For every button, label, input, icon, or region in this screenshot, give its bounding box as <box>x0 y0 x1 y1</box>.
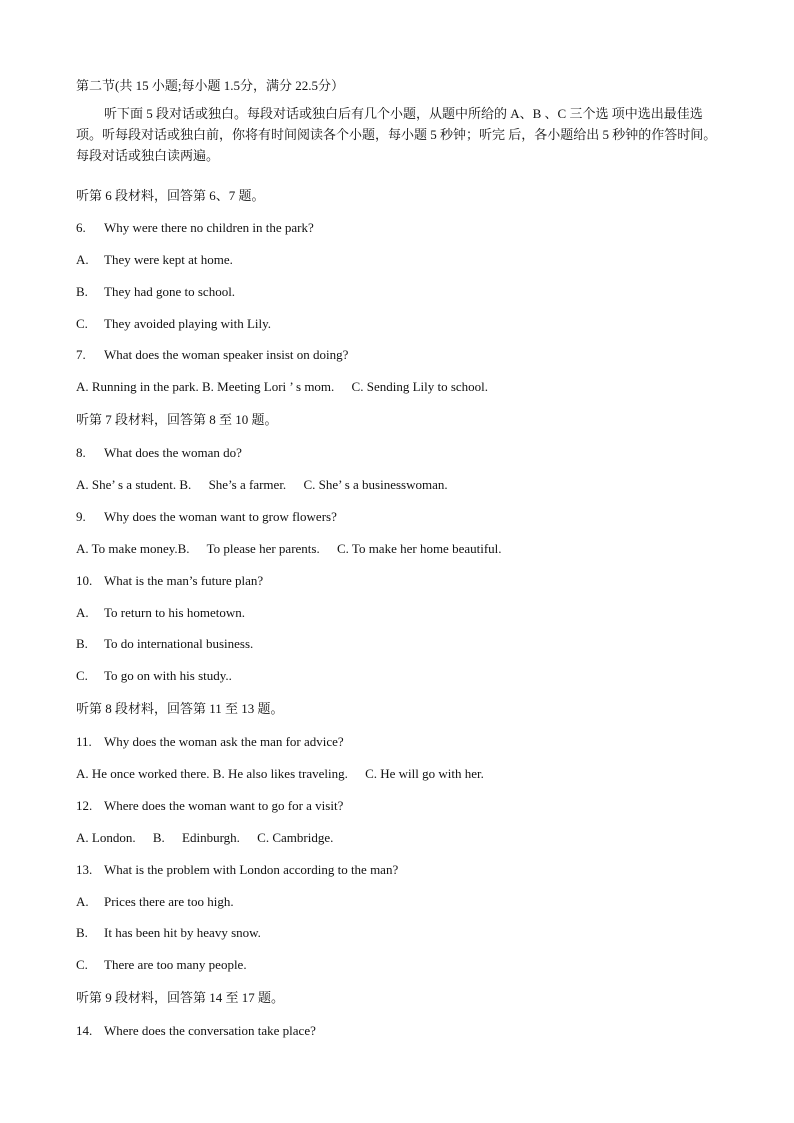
option-letter: A. <box>76 605 89 620</box>
options-9-inline <box>76 540 502 558</box>
option-letter: B. <box>76 925 88 940</box>
question-text: Why does the woman want to grow flowers? <box>104 509 337 524</box>
question-14 <box>76 1022 316 1040</box>
question-10 <box>76 572 263 590</box>
options-7-inline <box>76 378 488 396</box>
option-a: A. She’ s a student. B. <box>76 477 192 492</box>
option-c: C. Cambridge. <box>257 830 334 845</box>
option-letter: A. <box>76 894 89 909</box>
question-number: 7. <box>76 347 86 362</box>
group-title: 听第 6 段材料，回答第 6、7 题。 <box>76 188 265 203</box>
option-text: To go on with his study.. <box>104 668 232 683</box>
option-c: C. Sending Lily to school. <box>351 379 489 394</box>
option-c: C. He will go with her. <box>365 766 484 781</box>
option-10-b <box>76 635 253 653</box>
question-number: 10. <box>76 573 93 588</box>
options-11-inline <box>76 765 484 783</box>
option-text: They avoided playing with Lily. <box>104 316 272 331</box>
question-text: What is the man’s future plan? <box>104 573 264 588</box>
options-8-inline <box>76 476 448 494</box>
question-number: 12. <box>76 798 93 813</box>
option-c: C. To make her home beautiful. <box>336 541 502 556</box>
question-text: What does the woman speaker insist on doing? <box>104 347 349 362</box>
option-letter: C. <box>76 316 88 331</box>
option-letter: B. <box>76 284 88 299</box>
option-letter: B. <box>76 636 88 651</box>
option-a: A. To make money.B. <box>76 541 190 556</box>
question-number: 13. <box>76 862 93 877</box>
option-13-c <box>76 956 247 974</box>
option-6-c <box>76 315 271 333</box>
group-title: 听第 7 段材料，回答第 8 至 10 题。 <box>76 412 278 427</box>
option-text: To return to his hometown. <box>104 605 245 620</box>
option-13-b <box>76 924 261 942</box>
question-8 <box>76 444 242 462</box>
option-a-b: A. He once worked there. B. He also likes traveling. <box>76 766 348 781</box>
option-b: To please her parents. <box>206 541 320 556</box>
question-number: 11. <box>76 734 92 749</box>
question-number: 6. <box>76 220 86 235</box>
question-6 <box>76 219 314 237</box>
option-text: They had gone to school. <box>104 284 236 299</box>
option-b: B. Meeting Lori ’ s mom. <box>202 379 335 394</box>
question-text: Where does the conversation take place? <box>104 1023 316 1038</box>
group-title: 听第 8 段材料，回答第 11 至 13 题。 <box>76 701 284 716</box>
option-text: There are too many people. <box>104 957 247 972</box>
option-6-b <box>76 283 235 301</box>
option-b-text: Edinburgh. <box>182 830 240 845</box>
section-instructions: 听下面 5 段对话或独白。每段对话或独白后有几个小题，从题中所给的 A、B 、C 三个选 项中选出最佳选项。听每段对话或独白前，你将有时间阅读各个小题，每小题 5 秒钟；听完 后，各小题给出 5 秒钟的作答时间。每段对话或独白读两遍。 <box>76 106 717 163</box>
option-text: They were kept at home. <box>104 252 233 267</box>
option-10-c <box>76 667 232 685</box>
option-letter: A. <box>76 252 89 267</box>
group-title: 听第 9 段材料，回答第 14 至 17 题。 <box>76 990 285 1005</box>
option-10-a <box>76 604 245 622</box>
question-text: What is the problem with London according to the man? <box>104 862 399 877</box>
option-text: To do international business. <box>104 636 254 651</box>
option-b: She’s a farmer. <box>208 477 287 492</box>
option-text: Prices there are too high. <box>104 894 234 909</box>
question-text: Where does the woman want to go for a visit? <box>104 798 344 813</box>
question-12 <box>76 797 343 815</box>
option-a: A. Running in the park. <box>76 379 199 394</box>
question-7 <box>76 346 348 364</box>
option-letter: C. <box>76 668 88 683</box>
question-11 <box>76 733 344 751</box>
question-text: Why does the woman ask the man for advice? <box>104 734 344 749</box>
question-text: Why were there no children in the park? <box>104 220 314 235</box>
question-9 <box>76 508 337 526</box>
section-heading: 第二节(共 15 小题;每小题 1.5分，满分 22.5分） <box>76 78 344 93</box>
option-b-letter: B. <box>152 830 165 845</box>
question-number: 9. <box>76 509 86 524</box>
question-number: 8. <box>76 445 86 460</box>
question-13 <box>76 861 398 879</box>
options-12-inline <box>76 829 333 847</box>
question-number: 14. <box>76 1023 93 1038</box>
option-13-a <box>76 893 234 911</box>
option-letter: C. <box>76 957 88 972</box>
option-a: A. London. <box>76 830 136 845</box>
option-6-a <box>76 251 233 269</box>
option-text: It has been hit by heavy snow. <box>104 925 261 940</box>
option-c: C. She’ s a businesswoman. <box>303 477 448 492</box>
question-text: What does the woman do? <box>104 445 242 460</box>
